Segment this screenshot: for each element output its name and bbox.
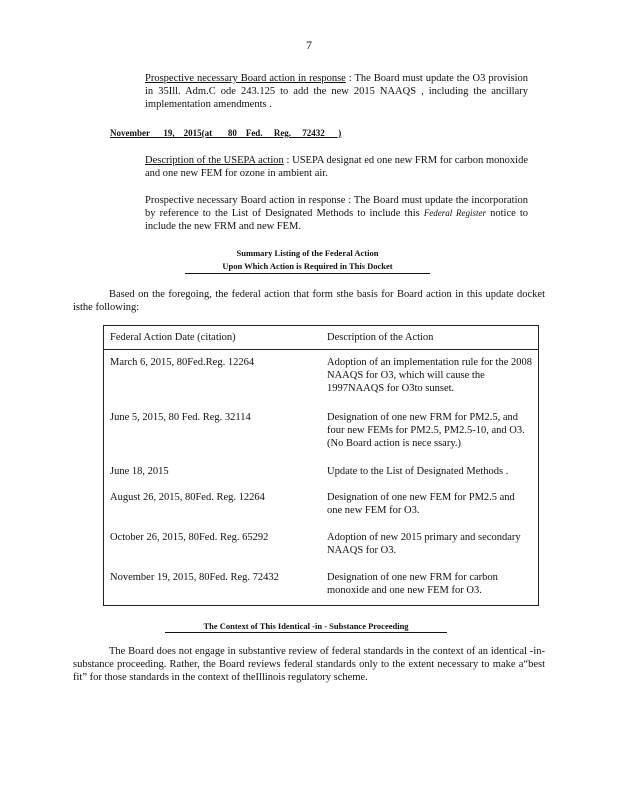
- action-description-cell: Designation of one new FRM for PM2.5, and four new FEMs for PM2.5, PM2.5-10, and O3. (No Board action is nece ssary.): [327, 411, 525, 449]
- page-number: 7: [306, 38, 312, 52]
- prospective-action-text-2a: Prospective necessary Board action in response : The Board must update the incorporation by reference to the List of Designated Methods to include this: [145, 195, 528, 219]
- intro-paragraph: Based on the foregoing, the federal action that form sthe basis for Board action in this update docket isthe following:: [73, 289, 545, 313]
- table-row: [104, 459, 539, 485]
- table-row: [104, 565, 539, 606]
- table-row: [104, 485, 539, 525]
- usepa-action-text: : USEPA designat ed one new FRM for carbon monoxide and one new FEM for ozone in ambient air.: [145, 155, 529, 179]
- action-date-cell: March 6, 2015, 80Fed.Reg. 12264: [110, 357, 255, 368]
- summary-heading-line-2: Upon Which Action is Required in This Docket: [185, 260, 430, 274]
- table-header-row: [104, 326, 539, 350]
- closing-paragraph: The Board does not engage in substantive review of federal standards in the context of an identical -in-substance proceeding. Rather, the Board reviews federal standards only to the extent necessary to make a“best fit” for those standards in the context of theIllinois regulatory scheme.: [73, 646, 545, 683]
- column-header-description: Description of the Action: [321, 326, 539, 350]
- prospective-action-paragraph-2: [145, 194, 528, 233]
- table-row: [104, 405, 539, 460]
- action-date-cell: November 19, 2015, 80Fed. Reg. 72432: [110, 571, 279, 583]
- summary-listing-heading: [185, 247, 430, 274]
- summary-heading-line-1: Summary Listing of the Federal Action: [236, 248, 379, 258]
- federal-action-date-heading: November 19, 2015(at 80 Fed. Reg. 72432 ): [110, 128, 342, 138]
- usepa-action-description: [145, 154, 528, 180]
- action-description-cell: Adoption of new 2015 primary and secondary NAAQS for O3.: [327, 531, 521, 556]
- action-date-cell: August 26, 2015, 80Fed. Reg. 12264: [110, 491, 265, 503]
- column-header-date: Federal Action Date (citation): [104, 326, 322, 350]
- table-row: [104, 350, 539, 405]
- context-heading: The Context of This Identical -in - Substance Proceeding: [165, 621, 447, 633]
- action-date-cell: June 18, 2015: [110, 466, 169, 478]
- action-description-cell: Adoption of an implementation rule for the 2008 NAAQS for O3, which will cause the 1997NAAQS for O3to sunset.: [327, 357, 532, 394]
- action-description-cell: Designation of one new FRM for carbon monoxide and one new FEM for O3.: [327, 571, 498, 596]
- table-row: [104, 525, 539, 565]
- usepa-action-heading: Description of the USEPA action: [145, 155, 284, 166]
- action-description-cell: Designation of one new FEM for PM2.5 and one new FEM for O3.: [327, 491, 515, 516]
- prospective-action-text-1: : The Board must update the O3 provision in 35Ill. Adm.C ode 243.125 to add the new 2015 NAAQS , including the ancillary implementation amendments .: [145, 73, 529, 110]
- prospective-action-text-2b: notice to include the new FRM and new FEM.: [145, 208, 529, 232]
- prospective-action-paragraph-1: [145, 72, 528, 111]
- federal-register-italic: Federal Register: [423, 208, 487, 218]
- action-description-cell: Update to the List of Designated Methods .: [327, 466, 509, 478]
- federal-actions-table: [103, 325, 539, 606]
- action-date-cell: June 5, 2015, 80 Fed. Reg. 32114: [110, 411, 251, 423]
- prospective-action-heading-1: Prospective necessary Board action in response: [145, 73, 346, 84]
- action-date-cell: October 26, 2015, 80Fed. Reg. 65292: [110, 531, 269, 543]
